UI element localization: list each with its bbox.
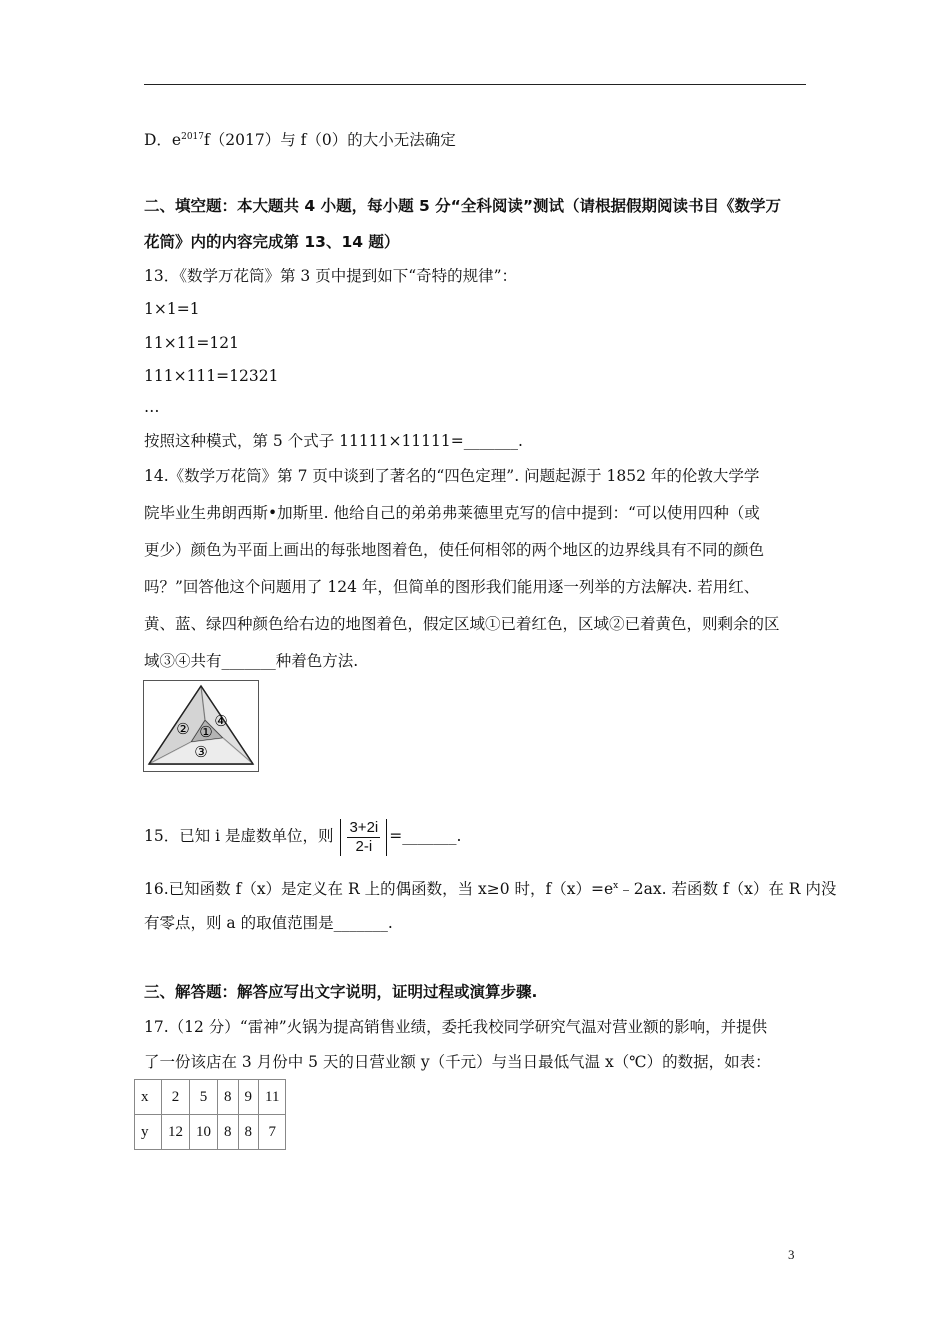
region-label-3: ③: [194, 743, 208, 761]
q15-abs-fraction: [340, 819, 387, 856]
table-cell: 10: [190, 1115, 218, 1150]
q14-line2: 院毕业生弗朗西斯•加斯里. 他给自己的弟弟弗莱德里克写的信中提到：“可以使用四种（或: [144, 504, 760, 522]
table-cell: 9: [238, 1080, 259, 1115]
table-cell: 8: [218, 1080, 239, 1115]
option-d-prefix: D．e: [144, 131, 182, 149]
section2-heading-line1: 二、填空题：本大题共 4 小题，每小题 5 分“全科阅读”测试（请根据假期阅读书目《数学万: [144, 197, 782, 215]
table-cell: 8: [238, 1115, 259, 1150]
data-table: [134, 1079, 286, 1150]
q14-line3: 更少）颜色为平面上画出的每张地图着色，使任何相邻的两个地区的边界线具有不同的颜色: [144, 541, 765, 559]
q14-line4: 吗？”回答他这个问题用了 124 年，但简单的图形我们能用逐一列举的方法解决. 若用红、: [144, 578, 760, 596]
table-cell: 5: [190, 1080, 218, 1115]
q15-suffix: =_______.: [389, 827, 462, 845]
q17-line1: 17.（12 分）“雷神”火锅为提高销售业绩，委托我校同学研究气温对营业额的影响，并提供: [144, 1018, 768, 1036]
section3-heading: 三、解答题：解答应写出文字说明，证明过程或演算步骤.: [144, 983, 538, 1001]
table-cell: y: [135, 1115, 162, 1150]
region-label-2: ②: [176, 720, 190, 738]
option-d-exponent: 2017: [181, 132, 205, 142]
region-label-1: ①: [199, 723, 213, 741]
q16-line2: 有零点，则 a 的取值范围是_______.: [144, 914, 393, 932]
q15: [144, 816, 461, 856]
table-row-y: [135, 1115, 286, 1150]
header-rule: [144, 84, 806, 85]
q13-intro: 13．《数学万花筒》第 3 页中提到如下“奇特的规律”：: [144, 267, 518, 285]
q16-line1-rest: ﹣2ax. 若函数 f（x）在 R 内没: [618, 880, 837, 898]
q13-eq2: 11×11=121: [144, 334, 240, 352]
four-color-map-figure: [143, 680, 259, 772]
region-label-4: ④: [214, 712, 228, 730]
table-cell: 7: [259, 1115, 286, 1150]
q16-line1-text: 16.已知函数 f（x）是定义在 R 上的偶函数，当 x≥0 时，f（x）=e: [144, 880, 614, 898]
q13-eq3: 111×111=12321: [144, 367, 279, 385]
q15-numerator: 3+2i: [349, 818, 379, 836]
q13-dots: …: [144, 398, 160, 416]
table-row-x: [135, 1080, 286, 1115]
table-cell: 8: [218, 1115, 239, 1150]
table-cell: x: [135, 1080, 162, 1115]
q13-question: 按照这种模式，第 5 个式子 11111×11111=_______.: [144, 432, 523, 450]
page-number: 3: [788, 1247, 795, 1262]
q15-prefix: 15．已知 i 是虚数单位，则: [144, 827, 339, 845]
table-cell: 2: [162, 1080, 190, 1115]
option-d: [144, 127, 456, 150]
q15-denominator: 2-i: [355, 837, 373, 855]
q14-line1: 14.《数学万花筒》第 7 页中谈到了著名的“四色定理”. 问题起源于 1852 年的伦敦大学学: [144, 467, 760, 485]
q14-line5: 黄、蓝、绿四种颜色给右边的地图着色，假定区域①已着红色，区域②已着黄色，则剩余的区: [144, 615, 780, 633]
q17-line2: 了一份该店在 3 月份中 5 天的日营业额 y（千元）与当日最低气温 x（℃）的数据，如表：: [144, 1053, 771, 1071]
q16-line1: [144, 876, 836, 899]
q16-exponent: x: [613, 881, 619, 891]
q14-line6: 域③④共有_______种着色方法.: [144, 652, 359, 670]
option-d-text: f（2017）与 f（0）的大小无法确定: [204, 131, 456, 149]
table-cell: 12: [162, 1115, 190, 1150]
q13-eq1: 1×1=1: [144, 300, 200, 318]
table-cell: 11: [259, 1080, 286, 1115]
section2-heading-line2: 花筒》内的内容完成第 13、14 题）: [144, 233, 400, 251]
